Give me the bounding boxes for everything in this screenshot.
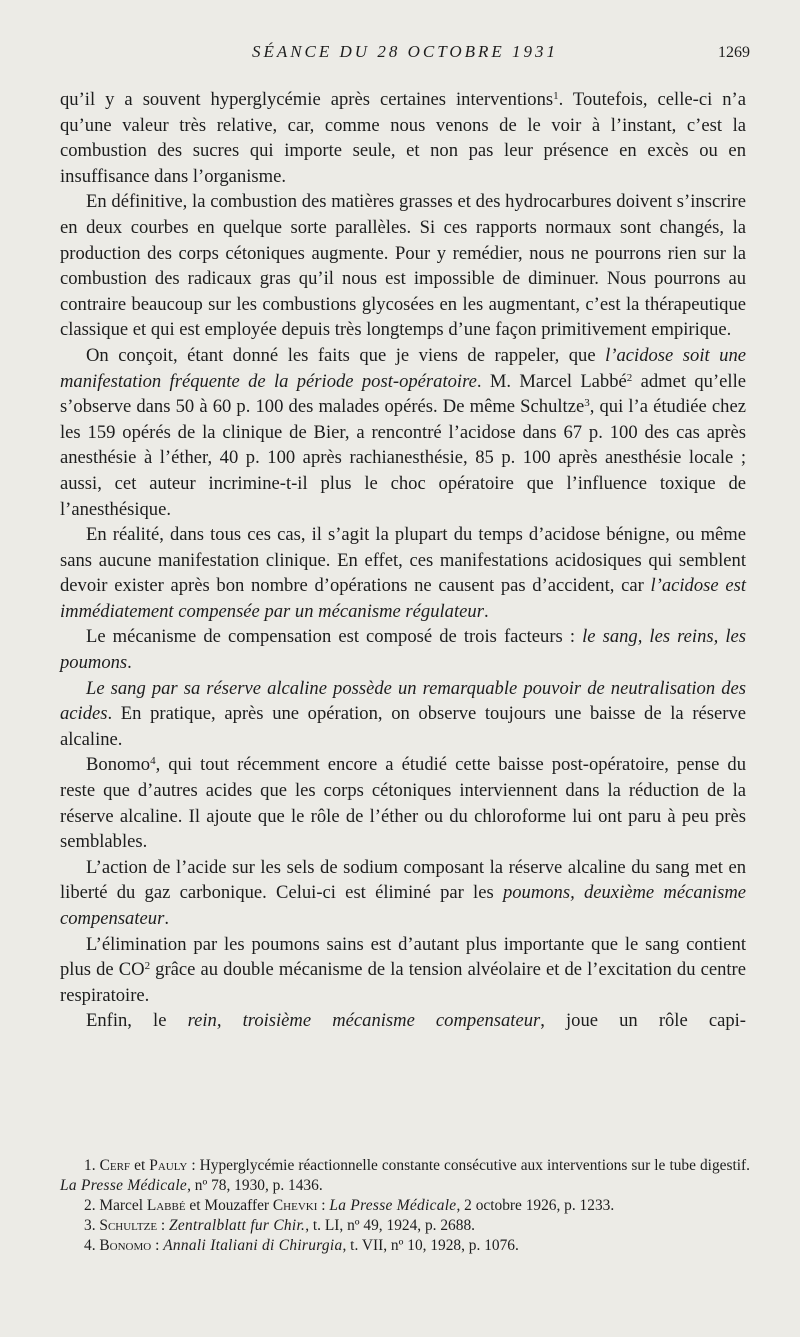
text-run: .: [127, 652, 132, 674]
footnote-marker: 2: [626, 371, 633, 384]
text-run: :: [157, 1217, 170, 1234]
text-run: En réalité, dans tous ces cas, il s’agit la plupart du temps d’acidose bénigne, ou même sans aucune manifestation clinique. En effet, ces manifestations acidosiques qui semblent devoir exister après bon nombre d’opérations ne causent pas d’accident, car: [60, 524, 746, 597]
text-run: On conçoit, étant donné les faits que je viens de rappeler, que: [86, 344, 606, 366]
page-number: 1269: [718, 44, 750, 61]
text-run: 1.: [84, 1157, 100, 1174]
footnote-marker: 3: [584, 397, 590, 410]
body-text: [60, 87, 746, 1034]
italic-text: La Presse Médicale: [329, 1197, 457, 1214]
italic-text: l’acidose soit une manifestation fréquente de la période post-opératoire: [60, 344, 747, 392]
paragraph: [60, 522, 746, 624]
italic-text: Annali Italiani di Chirurgia: [163, 1237, 343, 1254]
text-run: , nº 78, 1930, p. 1436.: [187, 1177, 323, 1194]
paragraph: [60, 932, 746, 1009]
author-name: Labbé: [146, 1197, 186, 1214]
paragraph: [60, 343, 746, 522]
text-run: L’élimination par les poumons sains est d’autant plus importante que le sang contient plus de CO: [60, 933, 746, 981]
italic-text: l’acidose est immédiatement compensée par un mécanisme régulateur: [60, 575, 746, 622]
footnote: [60, 1236, 750, 1256]
text-run: .: [164, 908, 169, 929]
footnote: [60, 1216, 750, 1236]
paragraph: [60, 189, 746, 343]
text-run: :: [317, 1197, 330, 1214]
text-run: admet qu’elle s’observe dans 50 à 60 p. 100 des malades opérés. De même Schultze: [60, 370, 746, 418]
text-run: L’action de l’acide sur les sels de sodium composant la réserve alcaline du sang met en liberté du gaz carbonique. Celui-ci est éliminé par les: [60, 856, 746, 904]
italic-text: Le sang par sa réserve alcaline possède un remarquable pouvoir de neutralisation des acides: [60, 677, 746, 725]
author-name: Bonomo: [99, 1237, 152, 1254]
author-name: Cerf: [99, 1157, 131, 1174]
text-run: .: [483, 600, 489, 622]
running-title: SÉANCE DU 28 OCTOBRE 1931: [251, 42, 559, 61]
text-run: qu’il y a souvent hyperglycémie après certaines interventions: [60, 89, 554, 110]
author-name: Chevki: [272, 1197, 318, 1214]
text-run: et Mouzaffer: [185, 1197, 273, 1214]
text-run: :: [151, 1237, 164, 1254]
paragraph: [60, 1008, 746, 1034]
text-run: , qui tout récemment encore a étudié cette baisse post-opératoire, pense du reste que d’autres acides que les corps cétoniques interviennent dans la réduction de la réserve alcaline. Il ajoute que le rôle de l’éther ou du chloroforme lui ont paru à peu près semblables.: [60, 754, 746, 853]
text-run: , t. LI, nº 49, 1924, p. 2688.: [305, 1217, 475, 1234]
text-run: , joue un rôle capi-: [540, 1010, 746, 1032]
text-run: 2. Marcel: [84, 1197, 147, 1214]
text-run: et: [130, 1157, 150, 1174]
paragraph: [60, 752, 746, 854]
footnote: [60, 1156, 750, 1196]
italic-text: rein, troisième mécanisme compensateur: [187, 1010, 541, 1032]
text-run: Bonomo: [86, 754, 151, 776]
italic-text: Zentralblatt fur Chir.: [169, 1217, 306, 1234]
paragraph: [60, 87, 746, 189]
footnotes: [60, 1156, 750, 1256]
text-run: , 2 octobre 1926, p. 1233.: [456, 1197, 615, 1214]
text-run: . Toutefois, celle-ci n’a qu’une valeur très relative, car, comme nous venons de le voir à l’instant, c’est la combustion des sucres qui importe seule, et non pas leur présence en excès ou en insuffisance dans l’organisme.: [60, 89, 747, 187]
text-run: . M. Marcel Labbé: [476, 370, 627, 392]
paragraph: [60, 624, 746, 675]
text-run: Enfin, le: [86, 1010, 188, 1032]
text-run: grâce au double mécanisme de la tension alvéolaire et de l’excitation du centre respiratoire.: [60, 959, 747, 1006]
author-name: Schultze: [99, 1217, 158, 1234]
italic-text: le sang, les reins, les poumons: [60, 626, 747, 674]
text-run: , t. VII, nº 10, 1928, p. 1076.: [342, 1237, 519, 1254]
footnote-marker: 1: [553, 90, 559, 102]
text-run: 3.: [84, 1217, 100, 1234]
text-run: . En pratique, après une opération, on observe toujours une baisse de la réserve alcaline.: [60, 703, 746, 750]
footnote: [60, 1196, 750, 1216]
paragraph: [60, 676, 746, 753]
text-run: : Hyperglycémie réactionnelle constante consécutive aux interventions sur le tube digestif.: [187, 1157, 751, 1174]
page-header: [60, 42, 750, 68]
footnote-marker: 2: [144, 960, 151, 973]
text-run: En définitive, la combustion des matières grasses et des hydrocarbures doivent s’inscrire en deux courbes en quelque sorte parallèles. Si ces rapports normaux sont changés, la production des corps cétoniques augmente. Pour y remédier, nous ne pourrons rien sur la combustion des radicaux gras qu’il nous est impossible de diminuer. Nous pourrons au contraire beaucoup sur les combustions glycosées en les augmentant, c’est la thérapeutique classique et qui est employée depuis très longtemps d’une façon primitivement empirique.: [60, 191, 746, 341]
author-name: Pauly: [149, 1157, 188, 1174]
italic-text: poumons, deuxième mécanisme compensateur: [60, 882, 747, 929]
footnote-marker: 4: [150, 755, 156, 768]
text-run: 4.: [84, 1237, 100, 1254]
italic-text: La Presse Médicale: [60, 1177, 188, 1194]
text-run: Le mécanisme de compensation est composé de trois facteurs :: [86, 626, 583, 648]
paragraph: [60, 855, 746, 932]
text-run: , qui l’a étudiée chez les 159 opérés de la clinique de Bier, a rencontré l’acidose dans 67 p. 100 des cas après anesthésie à l’éther, 40 p. 100 après rachianesthésie, 85 p. 100 après anesthésie locale ; aussi, cet auteur incrimine-t-il plus le choc opératoire que l’influence toxique de l’anesthésique.: [60, 396, 746, 520]
